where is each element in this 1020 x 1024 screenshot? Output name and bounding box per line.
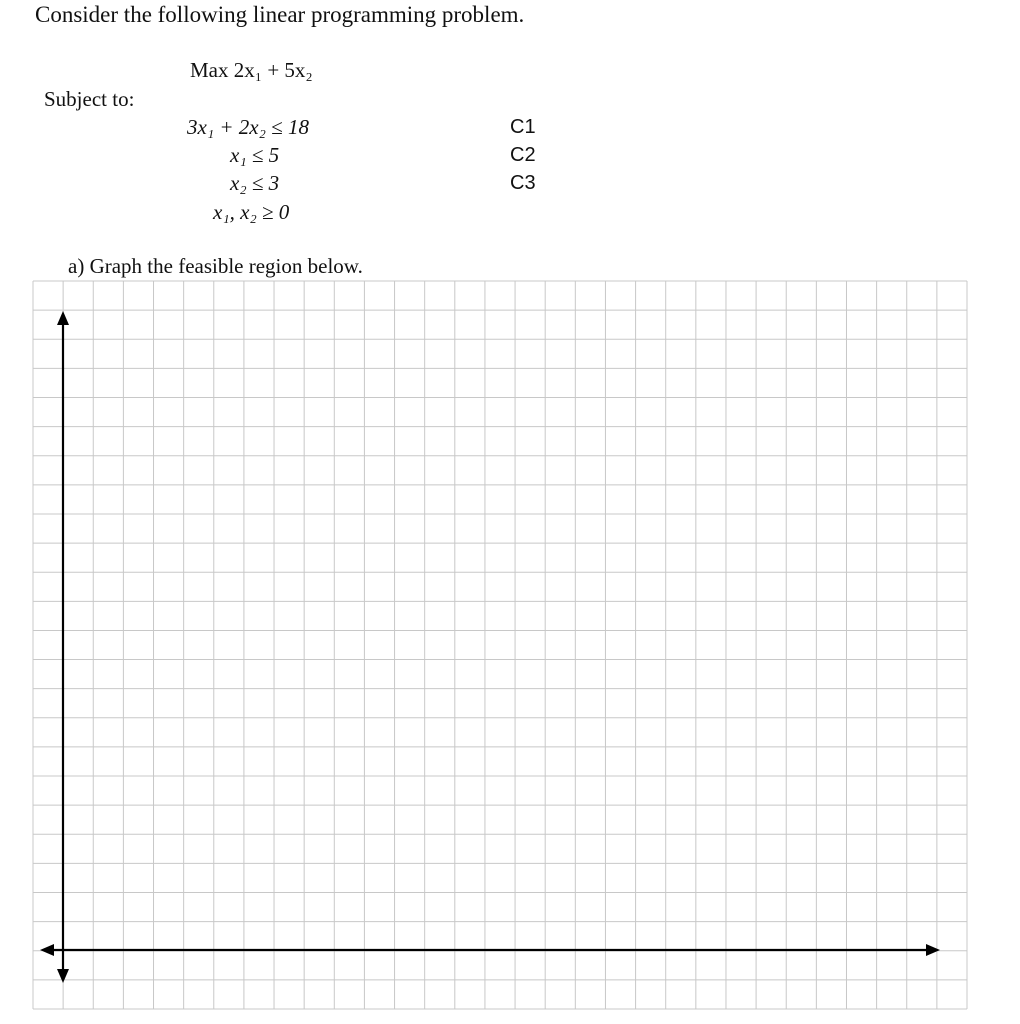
subject-to-label: Subject to: — [44, 87, 135, 111]
problem-intro: Consider the following linear programming problem. — [35, 2, 525, 27]
vertical-axis-up-arrow — [57, 311, 69, 325]
axes — [40, 311, 940, 983]
constraint-c3-label: C3 — [510, 172, 536, 194]
horizontal-axis-left-arrow — [40, 944, 54, 956]
constraint-c1-label: C1 — [510, 116, 536, 138]
vertical-axis-down-arrow — [57, 969, 69, 983]
objective-function: Max 2x₁ + 5x₂ — [190, 58, 313, 82]
horizontal-axis-right-arrow — [926, 944, 940, 956]
constraint-c1-expression: 3x₁ + 2x₂ ≤ 18 — [187, 115, 309, 139]
constraint-c2-expression: x₁ ≤ 5 — [230, 143, 280, 167]
constraint-c3-expression: x₂ ≤ 3 — [230, 171, 280, 195]
constraint-c2-label: C2 — [510, 144, 536, 166]
nonnegativity-constraint: x₁, x₂ ≥ 0 — [213, 200, 290, 224]
grid-lines — [33, 281, 967, 1009]
part-a-instruction: a) Graph the feasible region below. — [68, 254, 363, 278]
